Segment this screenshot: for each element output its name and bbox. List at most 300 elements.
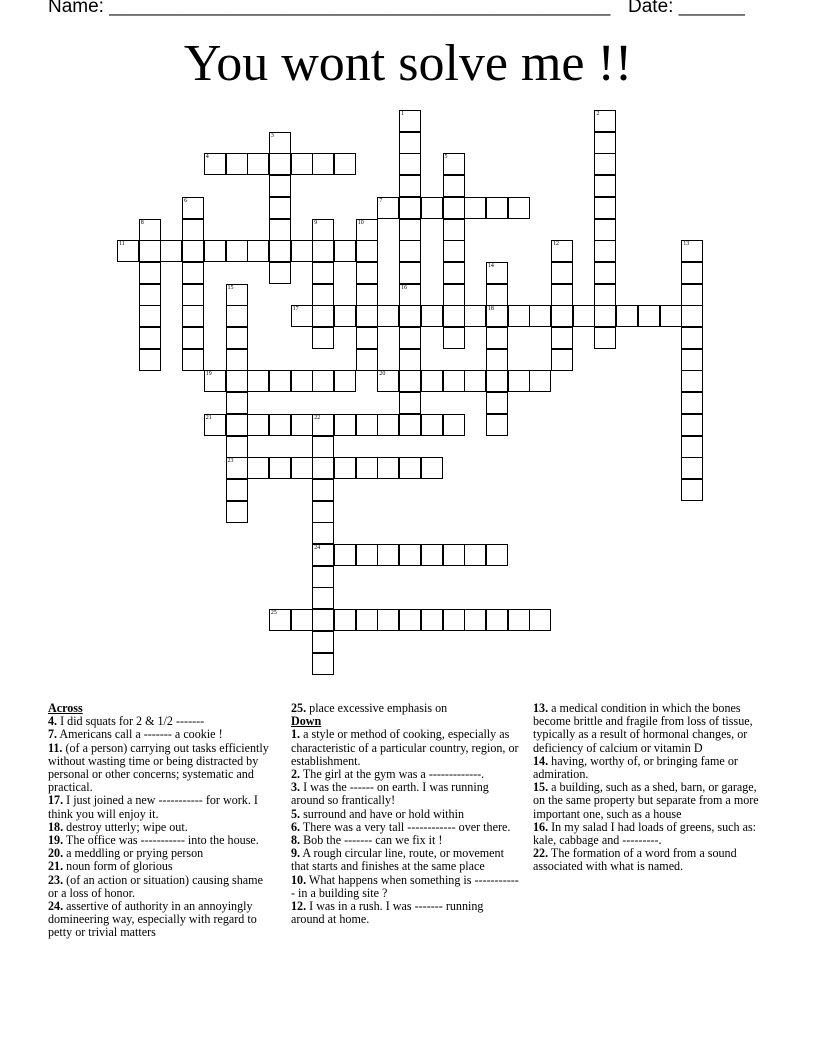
grid-cell[interactable] xyxy=(443,544,465,566)
grid-cell[interactable] xyxy=(334,544,356,566)
clue-number: 25 xyxy=(270,610,277,617)
grid-cell[interactable] xyxy=(226,370,248,392)
grid-cell[interactable] xyxy=(291,240,313,262)
down-clue xyxy=(291,874,519,900)
clue-text: The formation of a word from a sound associated with what is named. xyxy=(533,846,737,874)
clue-num: 1. xyxy=(291,727,301,742)
grid-cell[interactable] xyxy=(486,544,508,566)
across-clue xyxy=(48,900,276,940)
grid-cell[interactable] xyxy=(508,609,530,631)
grid-cell[interactable] xyxy=(443,240,465,262)
grid-cell[interactable] xyxy=(681,436,703,458)
grid-cell[interactable] xyxy=(334,414,356,436)
grid-cell[interactable] xyxy=(486,609,508,631)
grid-cell[interactable] xyxy=(182,327,204,349)
grid-cell[interactable] xyxy=(226,436,248,458)
grid-cell[interactable] xyxy=(356,284,378,306)
clue-text: In my salad I had loads of greens, such as: kale, cabbage and ---------. xyxy=(533,819,757,848)
clue-num: 25. xyxy=(291,701,307,715)
grid-cell[interactable] xyxy=(399,110,421,132)
grid-cell[interactable] xyxy=(594,262,616,284)
grid-cell[interactable] xyxy=(312,544,334,566)
clue-text: a style or method of cooking, especially as characteristic of a particular country, region, or establishment. xyxy=(291,727,519,768)
grid-cell[interactable] xyxy=(464,370,486,392)
grid-cell[interactable] xyxy=(399,392,421,414)
grid-cell[interactable] xyxy=(399,609,421,631)
grid-cell[interactable] xyxy=(464,305,486,327)
down-clue-list-continued xyxy=(533,702,765,874)
grid-cell[interactable] xyxy=(226,501,248,523)
grid-cell[interactable] xyxy=(399,544,421,566)
grid-cell[interactable] xyxy=(334,370,356,392)
grid-cell[interactable] xyxy=(226,479,248,501)
grid-cell[interactable] xyxy=(399,153,421,175)
grid-cell[interactable] xyxy=(377,305,399,327)
grid-cell[interactable] xyxy=(573,305,595,327)
grid-cell[interactable] xyxy=(182,284,204,306)
grid-cell[interactable] xyxy=(377,197,399,219)
grid-cell[interactable] xyxy=(443,284,465,306)
grid-cell[interactable] xyxy=(421,609,443,631)
grid-cell[interactable] xyxy=(356,327,378,349)
clue-number: 20 xyxy=(379,371,386,378)
grid-cell[interactable] xyxy=(594,327,616,349)
clue-text: A rough circular line, route, or movement that starts and finishes at the same place xyxy=(291,846,504,874)
grid-cell[interactable] xyxy=(551,240,573,262)
grid-cell[interactable] xyxy=(312,327,334,349)
clue-number: 3 xyxy=(270,132,274,139)
grid-cell[interactable] xyxy=(508,305,530,327)
grid-cell[interactable] xyxy=(226,414,248,436)
grid-cell[interactable] xyxy=(247,153,269,175)
clue-text: (of an action or situation) causing shame or a loss of honor. xyxy=(48,872,263,900)
clue-text: I was in a rush. I was ------- running around at home. xyxy=(291,899,484,927)
grid-cell[interactable] xyxy=(312,631,334,653)
grid-cell[interactable] xyxy=(291,609,313,631)
grid-cell[interactable] xyxy=(638,305,660,327)
clue-num: 18. xyxy=(48,819,64,834)
grid-cell[interactable] xyxy=(291,370,313,392)
clue-number: 2 xyxy=(596,111,600,117)
grid-cell[interactable] xyxy=(443,153,465,175)
grid-cell[interactable] xyxy=(139,305,161,327)
across-clue-list xyxy=(48,715,276,939)
grid-cell[interactable] xyxy=(486,349,508,371)
grid-cell[interactable] xyxy=(443,609,465,631)
grid-cell[interactable] xyxy=(247,457,269,479)
clue-num: 8. xyxy=(291,833,301,848)
grid-cell[interactable] xyxy=(508,370,530,392)
grid-cell[interactable] xyxy=(681,414,703,436)
grid-cell[interactable] xyxy=(508,197,530,219)
grid-cell[interactable] xyxy=(421,370,443,392)
clue-number: 1 xyxy=(401,111,405,117)
clue-num: 17. xyxy=(48,793,64,808)
grid-cell[interactable] xyxy=(312,153,334,175)
across-clue xyxy=(48,742,276,795)
grid-cell[interactable] xyxy=(399,240,421,262)
grid-cell[interactable] xyxy=(443,197,465,219)
grid-cell[interactable] xyxy=(486,305,508,327)
grid-cell[interactable] xyxy=(377,370,399,392)
clue-number: 17 xyxy=(292,306,299,313)
grid-cell[interactable] xyxy=(182,197,204,219)
clue-number: 10 xyxy=(357,219,364,226)
clue-text: I was the ------ on earth. I was running around so frantically! xyxy=(291,780,489,808)
clues-column-2 xyxy=(291,702,519,926)
clue-number: 15 xyxy=(227,284,234,291)
clue-num: 24. xyxy=(48,899,64,914)
grid-cell[interactable] xyxy=(421,305,443,327)
grid-cell[interactable] xyxy=(356,219,378,241)
grid-cell[interactable] xyxy=(594,110,616,132)
grid-cell[interactable] xyxy=(377,457,399,479)
clue-text: destroy utterly; wipe out. xyxy=(63,819,188,834)
down-clue xyxy=(533,781,765,821)
grid-cell[interactable] xyxy=(356,305,378,327)
clue-num: 10. xyxy=(291,872,307,887)
clue-num: 6. xyxy=(291,819,301,834)
grid-cell[interactable] xyxy=(399,175,421,197)
grid-cell[interactable] xyxy=(443,305,465,327)
grid-cell[interactable] xyxy=(681,262,703,284)
grid-cell[interactable] xyxy=(204,414,226,436)
grid-cell[interactable] xyxy=(182,305,204,327)
grid-cell[interactable] xyxy=(139,327,161,349)
clue-text: I just joined a new ----------- for work. I think you will enjoy it. xyxy=(48,793,258,821)
clue-number: 5 xyxy=(444,154,448,161)
grid-cell[interactable] xyxy=(421,544,443,566)
clue-number: 11 xyxy=(119,241,125,248)
name-label: Name: xyxy=(48,0,104,17)
clue-number: 16 xyxy=(401,284,408,291)
clue-number: 24 xyxy=(314,545,321,551)
grid-cell[interactable] xyxy=(226,284,248,306)
grid-cell[interactable] xyxy=(204,153,226,175)
grid-cell[interactable] xyxy=(594,197,616,219)
clue-num: 4. xyxy=(48,714,58,729)
grid-cell[interactable] xyxy=(443,370,465,392)
down-clue xyxy=(291,728,519,768)
grid-cell[interactable] xyxy=(551,305,573,327)
grid-cell[interactable] xyxy=(681,392,703,414)
grid-cell[interactable] xyxy=(334,457,356,479)
clue-number: 4 xyxy=(205,154,209,161)
grid-cell[interactable] xyxy=(139,262,161,284)
grid-cell[interactable] xyxy=(269,262,291,284)
grid-cell[interactable] xyxy=(182,262,204,284)
grid-cell[interactable] xyxy=(312,587,334,609)
grid-cell[interactable] xyxy=(291,457,313,479)
grid-cell[interactable] xyxy=(443,414,465,436)
grid-cell[interactable] xyxy=(226,327,248,349)
grid-cell[interactable] xyxy=(681,327,703,349)
grid-cell[interactable] xyxy=(312,479,334,501)
grid-cell[interactable] xyxy=(594,153,616,175)
grid-cell[interactable] xyxy=(312,305,334,327)
clue-number: 8 xyxy=(140,219,144,226)
grid-cell[interactable] xyxy=(486,284,508,306)
date-blank[interactable]: _______ xyxy=(678,0,745,16)
grid-cell[interactable] xyxy=(443,327,465,349)
grid-cell[interactable] xyxy=(291,305,313,327)
clue-text: The office was ----------- into the house. xyxy=(63,833,259,848)
grid-cell[interactable] xyxy=(312,284,334,306)
grid-cell[interactable] xyxy=(204,370,226,392)
grid-cell[interactable] xyxy=(312,609,334,631)
grid-cell[interactable] xyxy=(399,457,421,479)
clue-num: 15. xyxy=(533,780,549,795)
grid-cell[interactable] xyxy=(312,457,334,479)
clue-text: I did squats for 2 & 1/2 ------- xyxy=(57,714,205,729)
grid-cell[interactable] xyxy=(356,349,378,371)
grid-cell[interactable] xyxy=(269,370,291,392)
grid-cell[interactable] xyxy=(421,457,443,479)
grid-cell[interactable] xyxy=(681,240,703,262)
clue-text: a building, such as a shed, barn, or garage, on the same property but separate from a more important one, such as a house xyxy=(533,780,759,821)
grid-cell[interactable] xyxy=(464,609,486,631)
grid-cell[interactable] xyxy=(139,349,161,371)
grid-cell[interactable] xyxy=(443,262,465,284)
grid-cell[interactable] xyxy=(356,414,378,436)
grid-cell[interactable] xyxy=(291,414,313,436)
grid-cell[interactable] xyxy=(139,284,161,306)
clue-num: 23. xyxy=(48,872,64,887)
clue-text: place excessive emphasis on xyxy=(306,701,448,715)
grid-cell[interactable] xyxy=(377,609,399,631)
clue-number: 9 xyxy=(314,219,318,226)
clue-num: 12. xyxy=(291,899,307,914)
grid-cell[interactable] xyxy=(269,197,291,219)
grid-cell[interactable] xyxy=(269,132,291,154)
clue-num: 21. xyxy=(48,859,64,874)
grid-cell[interactable] xyxy=(486,197,508,219)
name-blank[interactable]: _____________________________________________________ xyxy=(109,0,611,16)
grid-cell[interactable] xyxy=(399,327,421,349)
grid-cell[interactable] xyxy=(160,240,182,262)
grid-cell[interactable] xyxy=(226,305,248,327)
clue-num: 22. xyxy=(533,846,549,861)
clue-num: 9. xyxy=(291,846,301,861)
grid-cell[interactable] xyxy=(377,544,399,566)
clue-num: 13. xyxy=(533,701,549,715)
grid-cell[interactable] xyxy=(399,197,421,219)
clue-number: 19 xyxy=(205,371,212,378)
grid-cell[interactable] xyxy=(529,370,551,392)
clue-num: 3. xyxy=(291,780,301,795)
grid-cell[interactable] xyxy=(681,457,703,479)
grid-cell[interactable] xyxy=(334,240,356,262)
across-clue xyxy=(291,702,519,715)
grid-cell[interactable] xyxy=(443,175,465,197)
grid-cell[interactable] xyxy=(529,305,551,327)
grid-cell[interactable] xyxy=(594,240,616,262)
grid-cell[interactable] xyxy=(399,262,421,284)
clue-text: (of a person) carrying out tasks efficiently without wasting time or being distracted by personal or other concerns; systematic and practical. xyxy=(48,740,269,795)
clues-column-1 xyxy=(48,702,276,940)
grid-cell[interactable] xyxy=(464,197,486,219)
grid-cell[interactable] xyxy=(269,153,291,175)
grid-cell[interactable] xyxy=(551,284,573,306)
across-heading: Across xyxy=(48,701,83,715)
grid-cell[interactable] xyxy=(399,219,421,241)
grid-cell[interactable] xyxy=(399,284,421,306)
grid-cell[interactable] xyxy=(486,414,508,436)
grid-cell[interactable] xyxy=(226,349,248,371)
grid-cell[interactable] xyxy=(421,197,443,219)
clues-column-3 xyxy=(533,702,765,874)
clue-number: 23 xyxy=(227,458,234,465)
grid-cell[interactable] xyxy=(269,219,291,241)
grid-cell[interactable] xyxy=(399,349,421,371)
grid-cell[interactable] xyxy=(594,175,616,197)
grid-cell[interactable] xyxy=(247,370,269,392)
clue-num: 5. xyxy=(291,806,301,821)
grid-cell[interactable] xyxy=(681,305,703,327)
across-clue xyxy=(48,874,276,900)
grid-cell[interactable] xyxy=(226,240,248,262)
grid-cell[interactable] xyxy=(334,153,356,175)
grid-cell[interactable] xyxy=(356,240,378,262)
clue-text: having, worthy of, or bringing fame or admiration. xyxy=(533,753,738,782)
clue-text: The girl at the gym was a -------------. xyxy=(300,767,485,782)
grid-cell[interactable] xyxy=(681,370,703,392)
grid-cell[interactable] xyxy=(269,609,291,631)
clue-number: 21 xyxy=(205,414,212,421)
across-clue xyxy=(48,794,276,820)
grid-cell[interactable] xyxy=(312,522,334,544)
grid-cell[interactable] xyxy=(486,327,508,349)
clue-num: 16. xyxy=(533,819,549,834)
down-clue-list xyxy=(291,728,519,926)
grid-cell[interactable] xyxy=(616,305,638,327)
clue-text: Bob the ------- can we fix it ! xyxy=(300,833,443,848)
grid-cell[interactable] xyxy=(312,436,334,458)
grid-cell[interactable] xyxy=(681,479,703,501)
clue-text: noun form of glorious xyxy=(63,859,173,874)
down-clue xyxy=(291,847,519,873)
grid-cell[interactable] xyxy=(312,219,334,241)
grid-cell[interactable] xyxy=(399,305,421,327)
grid-cell[interactable] xyxy=(356,544,378,566)
clue-text: surround and have or hold within xyxy=(300,806,464,821)
grid-cell[interactable] xyxy=(334,609,356,631)
down-clue xyxy=(533,847,765,873)
clue-num: 14. xyxy=(533,753,549,768)
grid-cell[interactable] xyxy=(356,609,378,631)
clue-text: assertive of authority in an annoyingly domineering way, especially with regard to petty or trivial matters xyxy=(48,899,257,940)
grid-cell[interactable] xyxy=(182,240,204,262)
grid-cell[interactable] xyxy=(226,153,248,175)
grid-cell[interactable] xyxy=(312,653,334,675)
grid-cell[interactable] xyxy=(269,240,291,262)
grid-cell[interactable] xyxy=(443,219,465,241)
grid-cell[interactable] xyxy=(551,262,573,284)
clue-num: 20. xyxy=(48,846,64,861)
grid-cell[interactable] xyxy=(269,457,291,479)
grid-cell[interactable] xyxy=(529,609,551,631)
grid-cell[interactable] xyxy=(464,544,486,566)
clue-number: 13 xyxy=(683,241,690,248)
clue-num: 19. xyxy=(48,833,64,848)
grid-cell[interactable] xyxy=(312,414,334,436)
clue-num: 7. xyxy=(48,727,58,742)
grid-cell[interactable] xyxy=(312,370,334,392)
grid-cell[interactable] xyxy=(356,262,378,284)
grid-cell[interactable] xyxy=(312,501,334,523)
clue-text: a meddling or prying person xyxy=(63,846,204,861)
down-clue xyxy=(291,900,519,926)
date-label: Date: xyxy=(628,0,674,17)
grid-cell[interactable] xyxy=(269,175,291,197)
grid-cell[interactable] xyxy=(247,414,269,436)
grid-cell[interactable] xyxy=(594,219,616,241)
grid-cell[interactable] xyxy=(247,240,269,262)
clue-text: What happens when something is ------------ in a building site ? xyxy=(291,872,519,900)
grid-cell[interactable] xyxy=(269,414,291,436)
grid-cell[interactable] xyxy=(399,370,421,392)
grid-cell[interactable] xyxy=(681,349,703,371)
clue-text: Americans call a ------- a cookie ! xyxy=(57,727,223,742)
down-clue xyxy=(533,702,765,755)
grid-cell[interactable] xyxy=(681,284,703,306)
grid-cell[interactable] xyxy=(204,240,226,262)
grid-cell[interactable] xyxy=(486,392,508,414)
puzzle-title: You wont solve me !! xyxy=(183,35,633,92)
grid-cell[interactable] xyxy=(399,132,421,154)
clue-num: 11. xyxy=(48,740,63,755)
grid-cell[interactable] xyxy=(182,349,204,371)
clue-number: 14 xyxy=(487,262,494,269)
grid-cell[interactable] xyxy=(226,457,248,479)
clue-num: 2. xyxy=(291,767,301,782)
grid-cell[interactable] xyxy=(291,153,313,175)
grid-cell[interactable] xyxy=(594,284,616,306)
grid-cell[interactable] xyxy=(334,305,356,327)
grid-cell[interactable] xyxy=(377,414,399,436)
clue-text: a medical condition in which the bones become brittle and fragile from loss of tissue, typically as a result of hormonal changes, or deficiency of calcium or vitamin D xyxy=(533,701,753,755)
clue-text: There was a very tall ------------ over there. xyxy=(300,819,511,834)
grid-cell[interactable] xyxy=(312,240,334,262)
grid-cell[interactable] xyxy=(226,392,248,414)
clue-number: 6 xyxy=(184,197,188,204)
grid-cell[interactable] xyxy=(182,219,204,241)
grid-cell[interactable] xyxy=(312,262,334,284)
across-clue-list-continued xyxy=(291,702,519,715)
grid-cell[interactable] xyxy=(551,327,573,349)
grid-cell[interactable] xyxy=(139,219,161,241)
clue-number: 22 xyxy=(314,414,321,421)
clue-number: 18 xyxy=(487,306,494,313)
grid-cell[interactable] xyxy=(312,566,334,588)
down-clue xyxy=(533,755,765,781)
grid-cell[interactable] xyxy=(399,414,421,436)
down-clue xyxy=(533,821,765,847)
grid-cell[interactable] xyxy=(486,370,508,392)
down-heading: Down xyxy=(291,714,322,729)
grid-cell[interactable] xyxy=(594,132,616,154)
grid-cell[interactable] xyxy=(139,240,161,262)
grid-cell[interactable] xyxy=(594,305,616,327)
clue-number: 7 xyxy=(379,197,383,204)
grid-cell[interactable] xyxy=(551,349,573,371)
grid-cell[interactable] xyxy=(117,240,139,262)
clue-number: 12 xyxy=(553,241,559,248)
grid-cell[interactable] xyxy=(421,414,443,436)
grid-cell[interactable] xyxy=(486,262,508,284)
grid-cell[interactable] xyxy=(660,305,682,327)
grid-cell[interactable] xyxy=(356,457,378,479)
